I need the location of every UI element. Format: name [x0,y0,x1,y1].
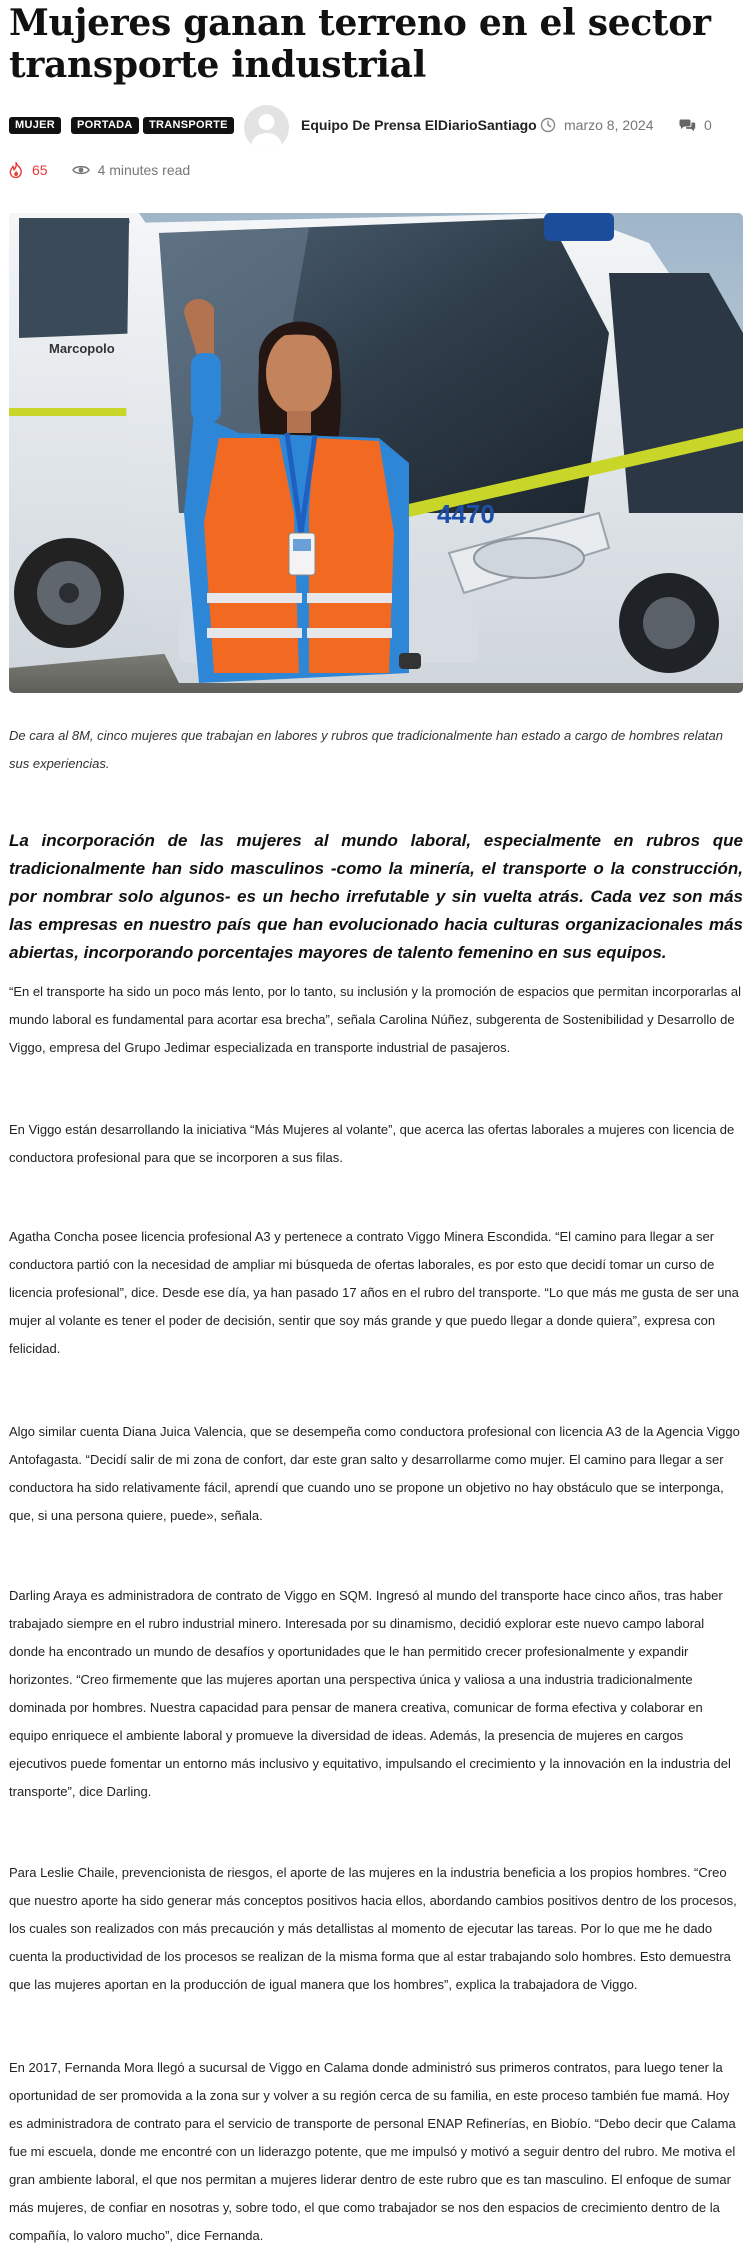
comments-icon [679,118,696,133]
views-hot [9,162,48,178]
paragraph: En 2017, Fernanda Mora llegó a sucursal de Viggo en Calama donde administró sus primeros contratos, para luego tener la oportunidad de ser promovida a la zona sur y volver a su región cerca de su familia, en este proceso también fue mamá. Hoy es administradora de contrato para el servicio de transporte de personal ENAP Refinerías, en Biobío. “Debo decir que Calama fue mi escuela, donde me encontré con un liderazgo potente, que me impulsó y motivó a seguir dentro del rubro. Me motiva el gran ambiente laboral, el que nos permitan a mujeres liderar dentro de este rubro que es tan masculino. El enfoque de sumar más mujeres, de confiar en nosotras y, sobre todo, el que como trabajador se nos den espacios de crecimiento dentro de la compañía, lo valoro mucho”, dice Fernanda. [9,2060,736,2243]
tag-mujer[interactable]: MUJER [9,117,61,134]
article-stats [9,160,190,180]
views-count: 65 [32,162,48,178]
paragraph: Darling Araya es administradora de contrato de Viggo en SQM. Ingresó al mundo del transporte hace cinco años, tras haber trabajado siempre en el rubro industrial minero. Interesada por su dinamismo, decidió explorar este nuevo campo laboral donde ha encontrado un mundo de desafíos y oportunidades que le han permitido crecer profesionalmente y expandir horizontes. “Creo firmemente que las mujeres aportan una perspectiva única y valiosa a una industria tradicionalmente dominada por hombres. Nuestra capacidad para pensar de manera creativa, comunicar de forma efectiva y colaborar en equipo enriquece el ambiente laboral y promueve la diversidad de ideas. Además, la presencia de mujeres en cargos ejecutivos puede fomentar un entorno más inclusivo y equitativo, impulsando el crecimiento y la innovación en la industria del transporte”, dice Darling. [9,1588,731,1799]
article-title: Mujeres ganan terreno en el sector transporte industrial [9,2,711,86]
fire-icon [9,162,23,178]
date-text: marzo 8, 2024 [564,117,654,133]
paragraph: Para Leslie Chaile, prevencionista de riesgos, el aporte de las mujeres en la industria beneficia a los propios hombres. “Creo que nuestro aporte ha sido generar más conceptos positivos hacia ellos, abordando cambios positivos dentro de los procesos, los cuales son realizados con más precaución y más detallistas al momento de ejecutar las tareas. Por lo que me he dado cuenta la productividad de los procesos se realizan de la misma forma que al estar trabajando solo hombres. Esto demuestra que las mujeres aportan en la producción de igual manera que los hombres”, explica la trabajadora de Viggo. [9,1865,737,1992]
hero-image [9,213,743,693]
left-bus-brand: Marcopolo [49,341,115,356]
hero-caption: De cara al 8M, cinco mujeres que trabajan en labores y rubros que tradicionalmente han estado a cargo de hombres relatan sus experiencias. [9,728,723,771]
tag-transporte[interactable]: TRANSPORTE [143,117,234,134]
article-meta [9,105,743,151]
author-name[interactable]: Equipo De Prensa ElDiarioSantiago [301,117,537,133]
comments-link[interactable] [679,117,712,133]
paragraph: Algo similar cuenta Diana Juica Valencia, que se desempeña como conductora profesional con licencia A3 de la Agencia Viggo Antofagasta. “Decidí salir de mi zona de confort, dar este gran salto y desarrollarme como mujer. El camino para llegar a ser conductora ha sido relativamente fácil, aprendí que cuando uno se propone un objetivo no hay obstáculo que se interponga, que, si una persona quiere, puede», señala. [9,1424,740,1523]
article-lead: La incorporación de las mujeres al mundo laboral, especialmente en rubros que tradicionalmente han sido masculinos -como la minería, el transporte o la construcción, por nombrar solo algunos- es un hecho irrefutable y sin vuelta atrás. Cada vez son más las empresas en nuestro país que han evolucionado hacia culturas organizacionales más abiertas, incorporando porcentajes mayores de talento femenino en sus equipos. [9,831,743,962]
comment-count: 0 [704,117,712,133]
paragraph: Agatha Concha posee licencia profesional A3 y pertenece a contrato Viggo Minera Escondida. “El camino para llegar a ser conductora partió con la necesidad de ampliar mi búsqueda de ofertas laborales, es por esto que decidí tomar un curso de licencia profesional”, dice. Desde ese día, ya han pasado 17 años en el rubro del transporte. “Lo que más me gusta de ser una mujer al volante es tener el poder de decisión, sentir que soy más grande y que puedo llegar a donde quiera”, expresa con felicidad. [9,1229,739,1356]
paragraph: En Viggo están desarrollando la iniciativa “Más Mujeres al volante”, que acerca las ofertas laborales a mujeres con licencia de conductora profesional para que se incorporen a sus filas. [9,1122,735,1165]
publish-date [540,117,654,133]
author-avatar[interactable] [244,105,289,150]
bus-number: 4470 [437,499,495,529]
clock-icon [540,117,556,133]
read-time [72,162,191,178]
tag-portada[interactable]: PORTADA [71,117,139,134]
read-time-text: 4 minutes read [97,162,191,178]
paragraph: “En el transporte ha sido un poco más lento, por lo tanto, su inclusión y la promoción de espacios que permitan incorporarlas al mundo laboral es fundamental para acortar esa brecha”, señala Carolina Núñez, subgerenta de Sostenibilidad y Desarrollo de Viggo, empresa del Grupo Jedimar especializada en transporte industrial de pasajeros. [9,984,742,1055]
eye-icon [72,164,90,176]
